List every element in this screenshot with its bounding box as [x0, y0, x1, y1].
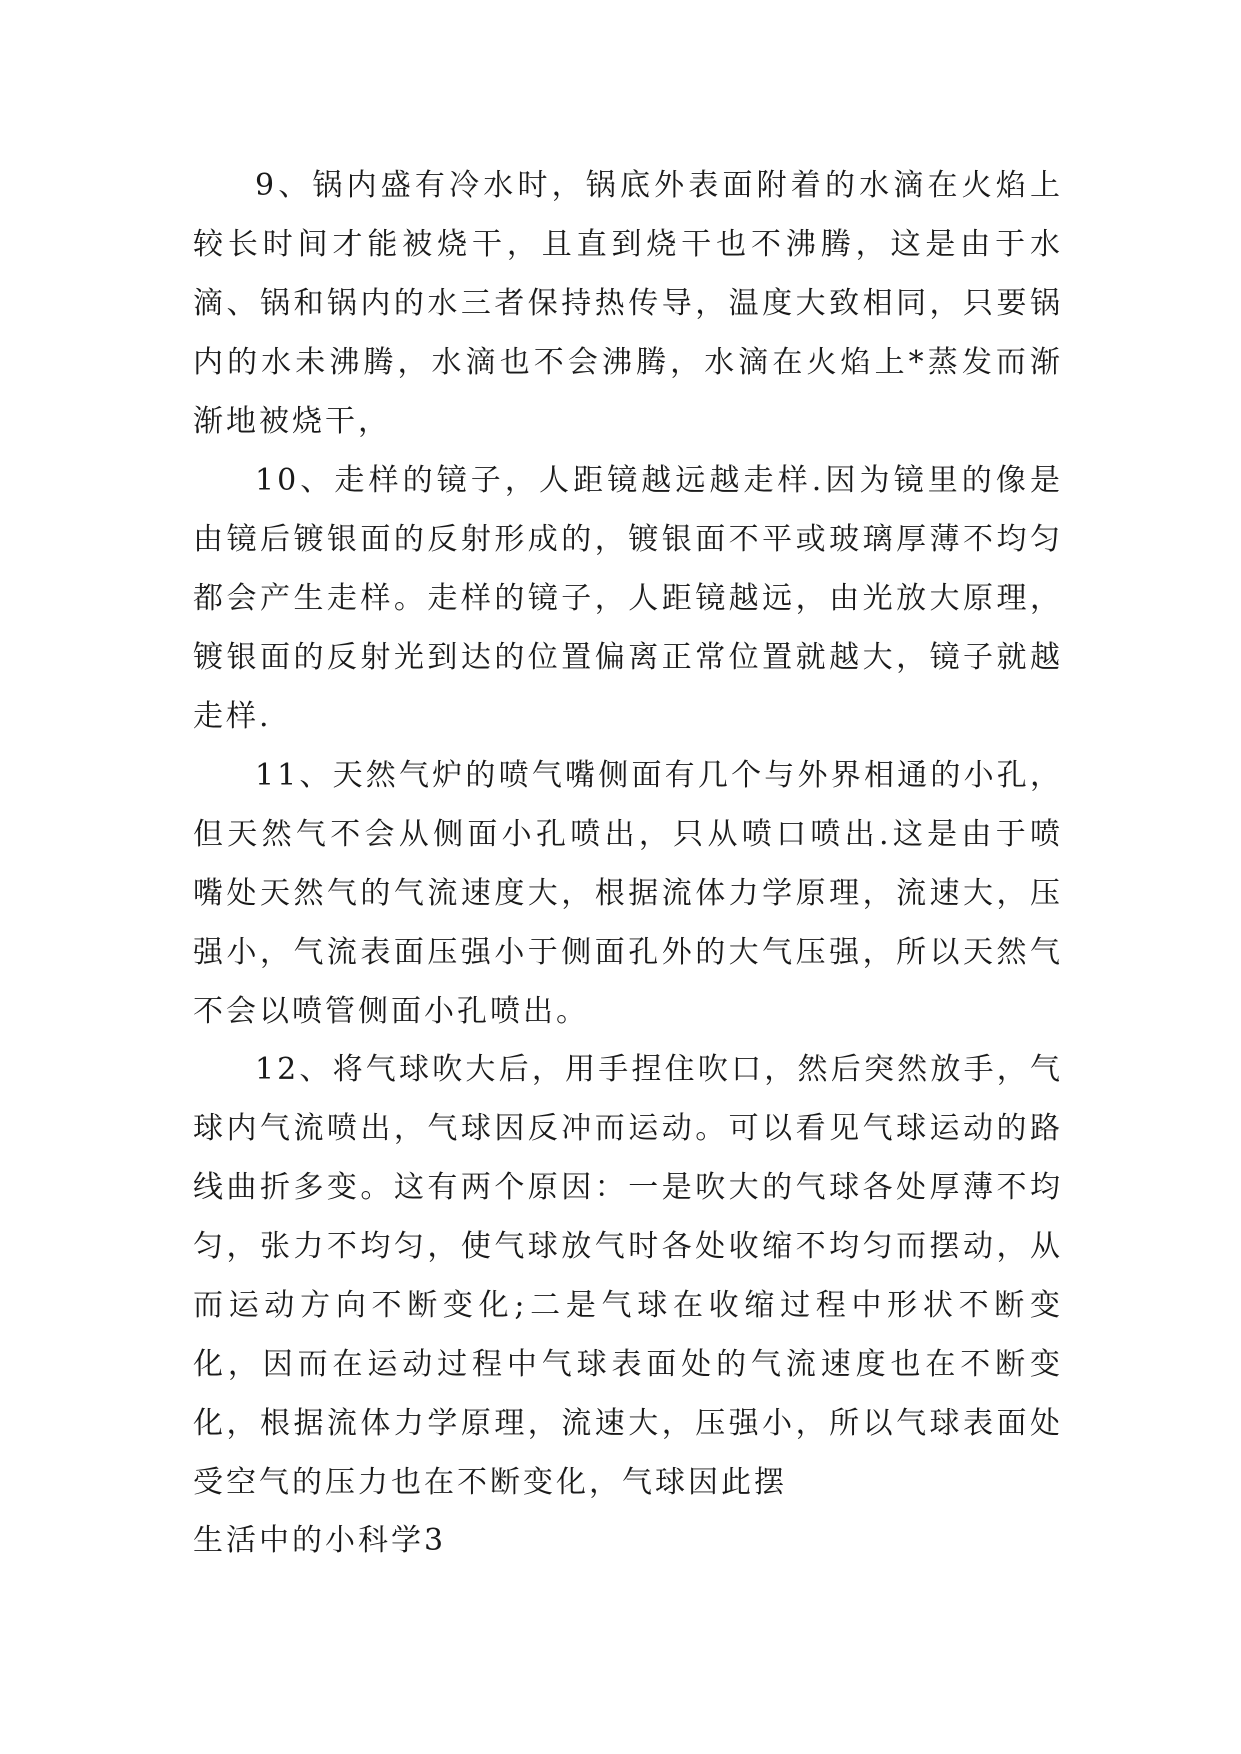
paragraph-11: 11、天然气炉的喷气嘴侧面有几个与外界相通的小孔，但天然气不会从侧面小孔喷出，只从喷口喷出.这是由于喷嘴处天然气的气流速度大，根据流体力学原理，流速大，压强小，气流表面压强小于侧面孔外的大气压强，所以天然气不会以喷管侧面小孔喷出。: [193, 758, 1063, 1029]
paragraph-12: 12、将气球吹大后，用手捏住吹口，然后突然放手，气球内气流喷出，气球因反冲而运动。可以看见气球运动的路线曲折多变。这有两个原因：一是吹大的气球各处厚薄不均匀，张力不均匀，使气球放气时各处收缩不均匀而摆动，从而运动方向不断变化;二是气球在收缩过程中形状不断变化，因而在运动过程中气球表面处的气流速度也在不断变化，根据流体力学原理，流速大，压强小，所以气球表面处受空气的压力也在不断变化，气球因此摆: [193, 1052, 1063, 1500]
paragraph-10: 10、走样的镜子，人距镜越远越走样.因为镜里的像是由镜后镀银面的反射形成的，镀银面不平或玻璃厚薄不均匀都会产生走样。走样的镜子，人距镜越远，由光放大原理，镀银面的反射光到达的位置偏离正常位置就越大，镜子就越走样.: [193, 463, 1063, 734]
paragraph-9: 9、锅内盛有冷水时，锅底外表面附着的水滴在火焰上较长时间才能被烧干，且直到烧干也不沸腾，这是由于水滴、锅和锅内的水三者保持热传导，温度大致相同，只要锅内的水未沸腾，水滴也不会沸腾，水滴在火焰上*蒸发而渐渐地被烧干，: [193, 168, 1063, 439]
section-heading: 生活中的小科学3: [193, 1523, 447, 1558]
